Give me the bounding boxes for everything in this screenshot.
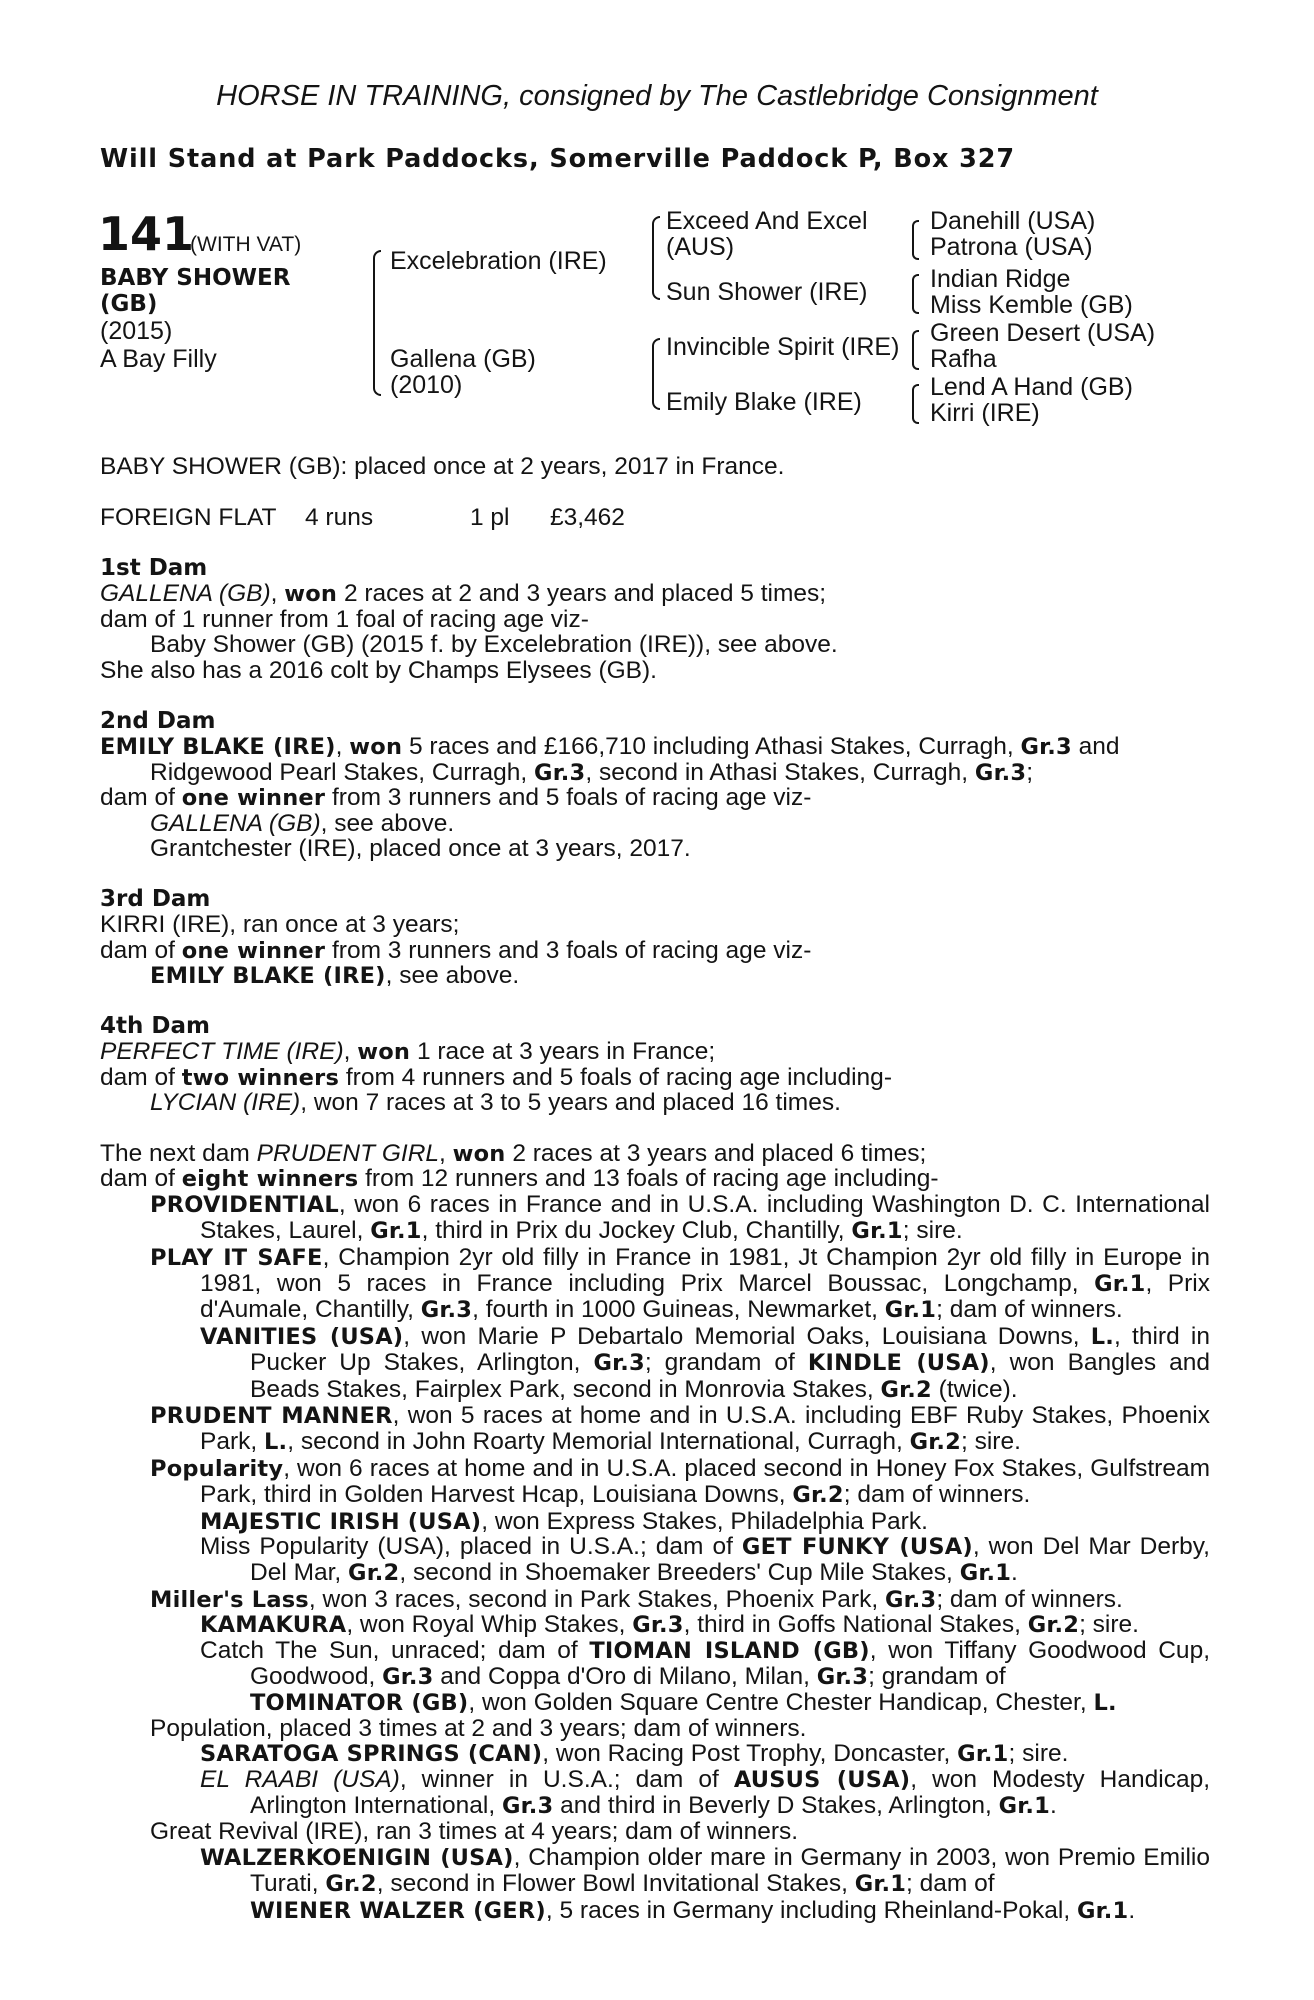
pedigree-sire: Excelebration (IRE) — [390, 247, 607, 275]
first-dam-section — [100, 556, 1210, 683]
progeny-great-revival: Great Revival (IRE), ran 3 times at 4 years; dam of winners. — [150, 1818, 799, 1846]
third-dam-section — [100, 887, 1210, 989]
third-dam-line: dam of one winner from 3 runners and 3 foals of racing age viz- — [100, 936, 812, 964]
pedigree-g7: Lend A Hand (GB) — [930, 373, 1133, 401]
progeny-tominator: TOMINATOR (GB), won Golden Square Centre Chester Handicap, Chester, L. — [250, 1689, 1117, 1717]
pedigree-sire-sire-country: (AUS) — [666, 233, 735, 261]
record-placed: 1 pl — [470, 504, 510, 531]
progeny-providential: PROVIDENTIAL, won 6 races in France and in U.S.A. including Washington D. C. International Stakes, Laurel, Gr.1, third in Prix du Jockey Club, Chantilly, Gr.1; sire. — [150, 1190, 1210, 1245]
pedigree-brace-g3 — [912, 330, 919, 370]
pedigree-brace-sire — [652, 216, 660, 300]
second-dam-line: dam of one winner from 3 runners and 5 foals of racing age viz- — [100, 784, 812, 812]
pedigree-sire-dam: Sun Shower (IRE) — [666, 278, 868, 306]
pedigree-sire-sire: Exceed And Excel — [666, 207, 868, 235]
pedigree-g1: Danehill (USA) — [930, 207, 1096, 235]
second-dam-line: Ridgewood Pearl Stakes, Curragh, Gr.3, second in Athasi Stakes, Curragh, Gr.3; — [150, 758, 1034, 786]
pedigree-dam-dam: Emily Blake (IRE) — [666, 388, 862, 416]
race-summary: BABY SHOWER (GB): placed once at 2 years, 2017 in France. — [100, 453, 785, 480]
record-label: FOREIGN FLAT — [100, 504, 277, 531]
horse-name-country: (GB) — [100, 291, 158, 317]
progeny-catch-the-sun: Catch The Sun, unraced; dam of TIOMAN ISLAND (GB), won Tiffany Goodwood Cup, Goodwood, Gr.3 and Coppa d'Oro di Milano, Milan, Gr.3; grandam of — [200, 1636, 1210, 1691]
progeny-saratoga-springs: SARATOGA SPRINGS (CAN), won Racing Post Trophy, Doncaster, Gr.1; sire. — [200, 1740, 1069, 1768]
record-earnings: £3,462 — [550, 504, 625, 531]
pedigree-g4: Miss Kemble (GB) — [930, 291, 1133, 319]
lot-vat: (WITH VAT) — [190, 233, 302, 256]
fourth-dam-line: PERFECT TIME (IRE), won 1 race at 3 years in France; — [100, 1038, 716, 1066]
next-dam-section — [100, 1141, 1210, 1923]
pedigree-brace-g2 — [912, 274, 919, 314]
pedigree-dam-sire: Invincible Spirit (IRE) — [666, 333, 900, 361]
horse-name: BABY SHOWER — [100, 265, 291, 291]
progeny-el-raabi: EL RAABI (USA), winner in U.S.A.; dam of AUSUS (USA), won Modesty Handicap, Arlington International, Gr.3 and third in Beverly D Stakes, Arlington, Gr.1. — [200, 1765, 1211, 1820]
pedigree-g2: Patrona (USA) — [930, 233, 1093, 261]
progeny-millers-lass: Miller's Lass, won 3 races, second in Park Stakes, Phoenix Park, Gr.3; dam of winners. — [150, 1585, 1123, 1613]
first-dam-line: She also has a 2016 colt by Champs Elysees (GB). — [100, 656, 657, 684]
stand-location: Will Stand at Park Paddocks, Somerville Paddock P, Box 327 — [100, 144, 1016, 174]
progeny-walzerkoenigin: WALZERKOENIGIN (USA), Champion older mare in Germany in 2003, won Premio Emilio Turati, Gr.2, second in Flower Bowl Invitational Stakes, Gr.1; dam of — [200, 1843, 1210, 1898]
progeny-popularity: Popularity, won 6 races at home and in U.S.A. placed second in Honey Fox Stakes, Gulfstream Park, third in Golden Harvest Hcap, Louisiana Downs, Gr.2; dam of winners. — [150, 1454, 1210, 1509]
pedigree-g6: Rafha — [930, 345, 997, 373]
pedigree-g5: Green Desert (USA) — [930, 319, 1156, 347]
next-dam-line: The next dam PRUDENT GIRL, won 2 races at 3 years and placed 6 times; — [100, 1140, 927, 1167]
progeny-kamakura: KAMAKURA, won Royal Whip Stakes, Gr.3, third in Goffs National Stakes, Gr.2; sire. — [200, 1611, 1139, 1639]
second-dam-progeny: Grantchester (IRE), placed once at 3 years, 2017. — [150, 834, 691, 862]
progeny-miss-popularity: Miss Popularity (USA), placed in U.S.A.; dam of GET FUNKY (USA), won Del Mar Derby, Del Mar, Gr.2, second in Shoemaker Breeders' Cup Mile Stakes, Gr.1. — [200, 1533, 1210, 1587]
progeny-population: Population, placed 3 times at 2 and 3 years; dam of winners. — [150, 1714, 807, 1742]
fourth-dam-heading: 4th Dam — [100, 1013, 210, 1039]
progeny-prudent-manner: PRUDENT MANNER, won 5 races at home and in U.S.A. including EBF Ruby Stakes, Phoenix Park, L., second in John Roarty Memorial International, Curragh, Gr.2; sire. — [150, 1402, 1210, 1456]
pedigree-brace-g1 — [912, 220, 919, 260]
pedigree-brace-g4 — [912, 384, 919, 424]
fourth-dam-line: dam of two winners from 4 runners and 5 foals of racing age including- — [100, 1063, 892, 1091]
progeny-majestic-irish: MAJESTIC IRISH (USA), won Express Stakes, Philadelphia Park. — [200, 1507, 928, 1535]
fourth-dam-section — [100, 1014, 1210, 1116]
first-dam-heading: 1st Dam — [100, 555, 208, 581]
first-dam-line: GALLENA (GB), won 2 races at 2 and 3 years and placed 5 times; — [100, 580, 827, 608]
pedigree-brace-dam — [652, 338, 660, 410]
third-dam-line: KIRRI (IRE), ran once at 3 years; — [100, 911, 460, 939]
consignor-heading: HORSE IN TRAINING, consigned by The Castlebridge Consignment — [216, 80, 1098, 112]
progeny-play-it-safe: PLAY IT SAFE, Champion 2yr old filly in France in 1981, Jt Champion 2yr old filly in Europe in 1981, won 5 races in France including Prix Marcel Boussac, Longchamp, Gr.1, Prix d'Aumale, Chantilly, Gr.3, fourth in 1000 Guineas, Newmarket, Gr.1; dam of winners. — [150, 1243, 1210, 1324]
horse-year: (2015) — [100, 317, 173, 345]
pedigree-g8: Kirri (IRE) — [930, 399, 1040, 427]
lot-number: 141 — [98, 207, 195, 261]
record-runs: 4 runs — [305, 504, 374, 531]
pedigree-g3: Indian Ridge — [930, 265, 1071, 293]
pedigree-brace-main — [373, 250, 381, 396]
progeny-wiener-walzer: WIENER WALZER (GER), 5 races in Germany including Rheinland-Pokal, Gr.1. — [250, 1896, 1136, 1924]
horse-description: A Bay Filly — [100, 345, 217, 373]
second-dam-section — [100, 709, 1210, 861]
pedigree-dam-year: (2010) — [390, 371, 463, 399]
third-dam-progeny: EMILY BLAKE (IRE), see above. — [150, 962, 520, 990]
third-dam-heading: 3rd Dam — [100, 886, 211, 912]
fourth-dam-progeny: LYCIAN (IRE), won 7 races at 3 to 5 years and placed 16 times. — [150, 1089, 841, 1117]
second-dam-progeny: GALLENA (GB), see above. — [150, 809, 455, 837]
second-dam-heading: 2nd Dam — [100, 708, 216, 734]
first-dam-line: dam of 1 runner from 1 foal of racing age viz- — [100, 605, 589, 633]
next-dam-line: dam of eight winners from 12 runners and 13 foals of racing age including- — [100, 1165, 939, 1193]
progeny-vanities: VANITIES (USA), won Marie P Debartalo Memorial Oaks, Louisiana Downs, L., third in Pucker Up Stakes, Arlington, Gr.3; grandam of KINDLE (USA), won Bangles and Beads Stakes, Fairplex Park, second in Monrovia Stakes, Gr.2 (twice). — [200, 1322, 1210, 1403]
pedigree-dam: Gallena (GB) — [390, 345, 536, 373]
second-dam-line: EMILY BLAKE (IRE), won 5 races and £166,710 including Athasi Stakes, Curragh, Gr.3 and — [100, 733, 1120, 761]
first-dam-progeny: Baby Shower (GB) (2015 f. by Excelebration (IRE)), see above. — [150, 631, 838, 659]
